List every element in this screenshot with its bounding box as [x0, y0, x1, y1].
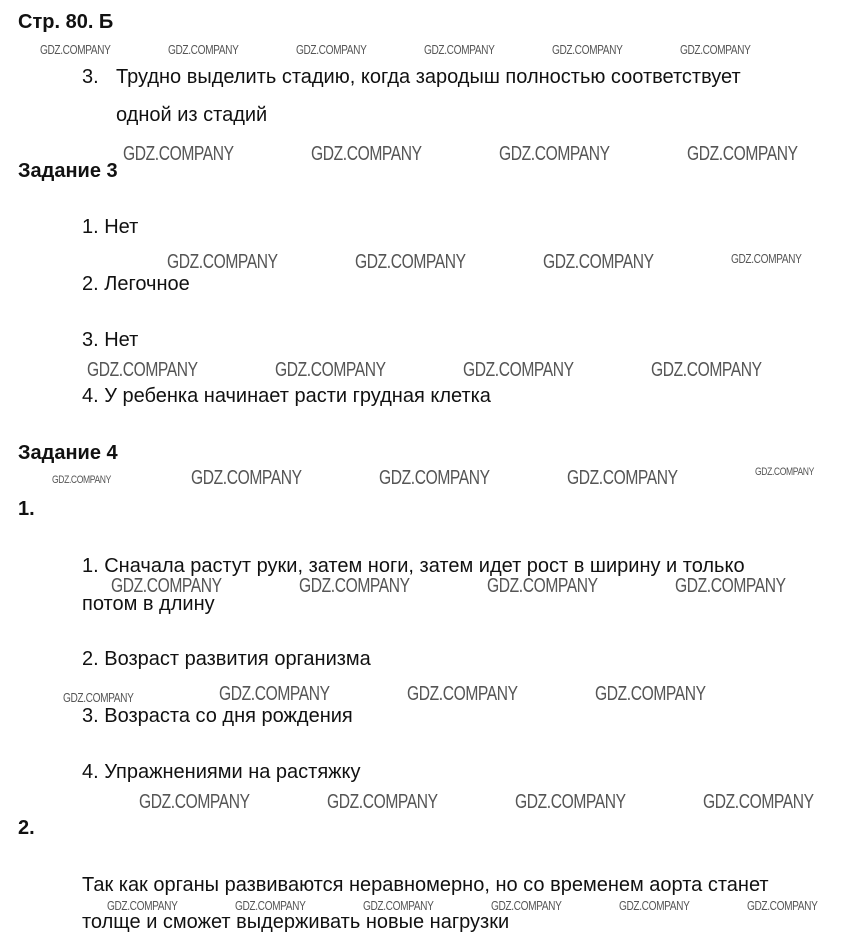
- watermark: GDZ.COMPANY: [651, 359, 762, 381]
- watermark: GDZ.COMPANY: [424, 42, 495, 57]
- watermark: GDZ.COMPANY: [40, 42, 111, 57]
- task4-answer: 1. Сначала растут руки, затем ноги, затем идет рост в ширину и только: [82, 555, 745, 577]
- item-number: 3.: [82, 66, 99, 88]
- task4-answer: 2. Возраст развития организма: [82, 648, 371, 670]
- watermark: GDZ.COMPANY: [379, 467, 490, 489]
- task4-answer: 3. Возраста со дня рождения: [82, 705, 353, 727]
- watermark: GDZ.COMPANY: [567, 467, 678, 489]
- watermark: GDZ.COMPANY: [703, 791, 814, 813]
- item-text-line: одной из стадий: [116, 104, 268, 126]
- watermark: GDZ.COMPANY: [463, 359, 574, 381]
- watermark: GDZ.COMPANY: [355, 251, 466, 273]
- watermark: GDZ.COMPANY: [107, 898, 178, 913]
- watermark: GDZ.COMPANY: [755, 466, 814, 478]
- watermark: GDZ.COMPANY: [168, 42, 239, 57]
- watermark: GDZ.COMPANY: [299, 575, 410, 597]
- task4-part-label: 1.: [18, 498, 35, 520]
- watermark: GDZ.COMPANY: [747, 898, 818, 913]
- task3-heading: Задание 3: [18, 160, 118, 182]
- watermark: GDZ.COMPANY: [111, 575, 222, 597]
- watermark: GDZ.COMPANY: [87, 359, 198, 381]
- task4-heading: Задание 4: [18, 442, 118, 464]
- watermark: GDZ.COMPANY: [139, 791, 250, 813]
- watermark: GDZ.COMPANY: [363, 898, 434, 913]
- watermark: GDZ.COMPANY: [687, 143, 798, 165]
- task3-answer: 2. Легочное: [82, 273, 190, 295]
- watermark: GDZ.COMPANY: [275, 359, 386, 381]
- watermark: GDZ.COMPANY: [63, 690, 134, 705]
- watermark: GDZ.COMPANY: [167, 251, 278, 273]
- watermark: GDZ.COMPANY: [327, 791, 438, 813]
- watermark: GDZ.COMPANY: [552, 42, 623, 57]
- task4-answer: потом в длину: [82, 593, 215, 615]
- task4-answer: 4. Упражнениями на растяжку: [82, 761, 361, 783]
- task3-answer: 3. Нет: [82, 329, 139, 351]
- task3-answer: 4. У ребенка начинает расти грудная клетка: [82, 385, 491, 407]
- watermark: GDZ.COMPANY: [123, 143, 234, 165]
- watermark: GDZ.COMPANY: [219, 683, 330, 705]
- watermark: GDZ.COMPANY: [595, 683, 706, 705]
- watermark: GDZ.COMPANY: [52, 474, 111, 486]
- task4-part-label: 2.: [18, 817, 35, 839]
- watermark: GDZ.COMPANY: [235, 898, 306, 913]
- watermark: GDZ.COMPANY: [491, 898, 562, 913]
- watermark: GDZ.COMPANY: [731, 251, 802, 266]
- watermark: GDZ.COMPANY: [619, 898, 690, 913]
- watermark: GDZ.COMPANY: [515, 791, 626, 813]
- watermark: GDZ.COMPANY: [543, 251, 654, 273]
- task4-answer-line: Так как органы развиваются неравномерно, но со временем аорта станет: [82, 874, 769, 896]
- watermark: GDZ.COMPANY: [487, 575, 598, 597]
- page-header: Стр. 80. Б: [18, 11, 114, 33]
- watermark: GDZ.COMPANY: [311, 143, 422, 165]
- task3-answer: 1. Нет: [82, 216, 139, 238]
- watermark: GDZ.COMPANY: [680, 42, 751, 57]
- watermark: GDZ.COMPANY: [407, 683, 518, 705]
- watermark: GDZ.COMPANY: [191, 467, 302, 489]
- watermark: GDZ.COMPANY: [675, 575, 786, 597]
- task4-answer-line: толще и сможет выдерживать новые нагрузки: [82, 911, 510, 933]
- item-text-line: Трудно выделить стадию, когда зародыш полностью соответствует: [116, 66, 741, 88]
- watermark: GDZ.COMPANY: [296, 42, 367, 57]
- watermark: GDZ.COMPANY: [499, 143, 610, 165]
